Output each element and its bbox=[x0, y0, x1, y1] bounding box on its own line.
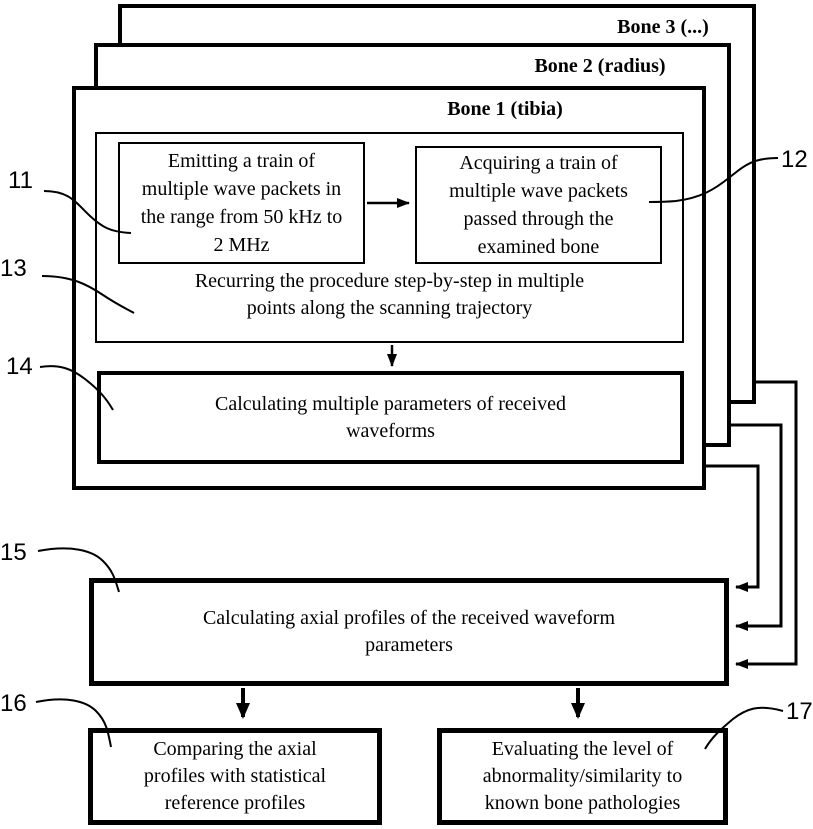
axial-profiles-label bbox=[203, 605, 615, 659]
evaluating-line: known bone pathologies bbox=[484, 792, 681, 814]
comparing-line: Comparing the axial bbox=[153, 738, 317, 760]
calc-parameters-line: Calculating multiple parameters of received bbox=[215, 392, 566, 415]
evaluating-box bbox=[437, 728, 728, 825]
recurring-label bbox=[95, 268, 684, 322]
bone-2-title: Bone 2 (radius) bbox=[534, 55, 666, 77]
evaluating-line: abnormality/similarity to bbox=[482, 765, 683, 787]
evaluating-line: Evaluating the level of bbox=[491, 738, 674, 760]
evaluating-label bbox=[483, 736, 682, 817]
bone-3-title: Bone 3 (...) bbox=[617, 16, 709, 38]
ref-label-17: 17 bbox=[786, 698, 813, 725]
emitting-box bbox=[118, 142, 365, 264]
emitting-label bbox=[141, 147, 343, 259]
emitting-line: the range from 50 kHz to bbox=[140, 206, 343, 228]
acquiring-label bbox=[449, 149, 628, 261]
acquiring-line: multiple wave packets bbox=[449, 180, 628, 202]
emitting-line: 2 MHz bbox=[213, 234, 270, 256]
bone3-to-axial-connector bbox=[736, 382, 796, 664]
bone-1-title: Bone 1 (tibia) bbox=[447, 98, 563, 120]
bone1-to-axial-connector bbox=[704, 466, 758, 587]
calc-parameters-box bbox=[97, 371, 684, 464]
acquiring-box bbox=[415, 146, 662, 264]
emitting-line: multiple wave packets in bbox=[141, 178, 342, 200]
bone2-to-axial-connector bbox=[729, 425, 781, 626]
recurring-line: points along the scanning trajectory bbox=[246, 297, 533, 319]
axial-profiles-box bbox=[89, 578, 729, 686]
acquiring-line: Acquiring a train of bbox=[459, 152, 618, 174]
comparing-box bbox=[88, 728, 382, 825]
comparing-line: reference profiles bbox=[164, 792, 306, 814]
ref-label-13: 13 bbox=[0, 255, 27, 282]
axial-profiles-line: Calculating axial profiles of the received waveform bbox=[202, 607, 616, 629]
calc-parameters-line: waveforms bbox=[346, 419, 435, 442]
axial-profiles-line: parameters bbox=[365, 634, 453, 656]
ref-label-12: 12 bbox=[781, 146, 808, 173]
ref-label-16: 16 bbox=[0, 690, 27, 717]
recurring-line: Recurring the procedure step-by-step in multiple bbox=[194, 270, 585, 292]
ref-label-15: 15 bbox=[0, 539, 27, 566]
comparing-line: profiles with statistical bbox=[143, 765, 327, 787]
emitting-line: Emitting a train of bbox=[167, 150, 316, 172]
acquiring-line: examined bone bbox=[477, 236, 600, 258]
calc-parameters-label bbox=[215, 391, 566, 445]
ref-label-11: 11 bbox=[8, 167, 33, 194]
ref-label-14: 14 bbox=[6, 353, 33, 380]
acquiring-line: passed through the bbox=[463, 208, 614, 230]
comparing-label bbox=[144, 736, 326, 817]
